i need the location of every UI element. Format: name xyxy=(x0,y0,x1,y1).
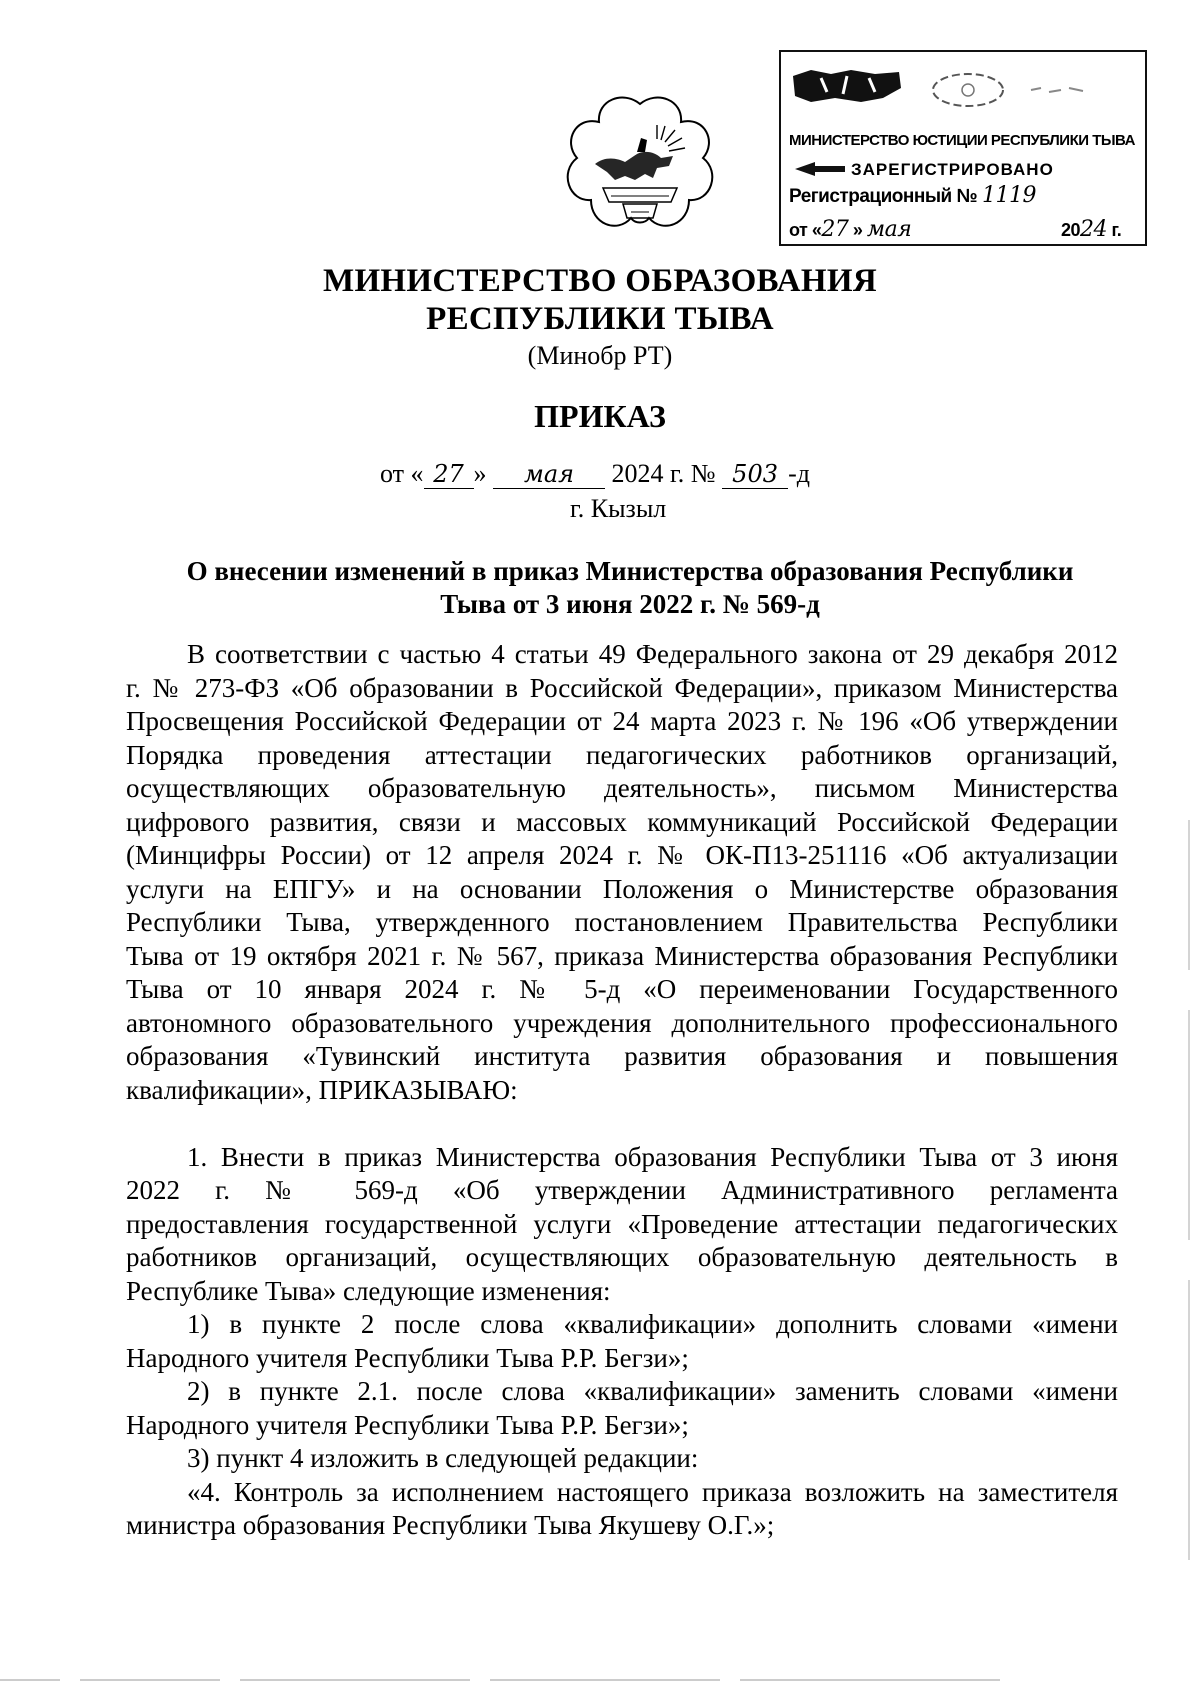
preamble-line: услуги на ЕПГУ» и на основании Положения о Министерстве образования xyxy=(126,874,1118,904)
stamp-reg-number: 1119 xyxy=(981,183,1036,208)
doc-type: ПРИКАЗ xyxy=(534,398,666,434)
stamp-status-label: ЗАРЕГИСТРИРОВАНО xyxy=(851,160,1054,179)
stamp-date-sep: » xyxy=(852,220,863,240)
item1-line: Республике Тыва» следующие изменения: xyxy=(126,1276,611,1306)
org-name-line2: РЕСПУБЛИКИ ТЫВА xyxy=(426,301,774,337)
preamble-line: образования «Тувинский института развития образования и повышения xyxy=(126,1041,1118,1071)
stamp-smudge-icon xyxy=(791,68,903,104)
preamble-line: Тыва от 19 октября 2021 г. № 567, приказа Министерства образования Республики xyxy=(126,941,1118,971)
subitem3-line: 3) пункт 4 изложить в следующей редакции: xyxy=(187,1443,699,1473)
stamp-date-line xyxy=(789,217,1139,242)
stamp-year xyxy=(1061,217,1121,242)
item1-line: предоставления государственной услуги «Проведение аттестации педагогических xyxy=(126,1209,1118,1239)
stamp-reg-label: Регистрационный № xyxy=(789,186,978,207)
preamble-line: квалификации», ПРИКАЗЫВАЮ: xyxy=(126,1075,518,1105)
item1-line: 1. Внести в приказ Министерства образования Республики Тыва от 3 июня xyxy=(187,1142,1118,1172)
preamble-line: г. № 273-ФЗ «Об образовании в Российской Федерации», приказом Министерства xyxy=(126,673,1118,703)
preamble-line: осуществляющих образовательную деятельность», письмом Министерства xyxy=(126,773,1118,803)
stamp-reg-line xyxy=(789,183,1036,208)
stamp-date-prefix: от « xyxy=(789,220,822,240)
subitem2-line: 2) в пункте 2.1. после слова «квалификации» заменить словами «имени xyxy=(187,1376,1118,1406)
item1-line: работников организаций, осуществляющих образовательную деятельность в xyxy=(126,1242,1118,1272)
order-date-line xyxy=(380,459,810,489)
order-title-line1: О внесении изменений в приказ Министерства образования Республики xyxy=(186,556,1074,586)
preamble-line: Порядка проведения аттестации педагогических работников организаций, xyxy=(126,740,1118,770)
order-year: 2024 г. № xyxy=(611,459,716,488)
stamp-ministry-label: МИНИСТЕРСТВО ЮСТИЦИИ РЕСПУБЛИКИ ТЫВА xyxy=(789,132,1135,149)
preamble-line: Тыва от 10 января 2024 г. № 5-д «О переименовании Государственного xyxy=(126,974,1118,1004)
quote-line: министра образования Республики Тыва Якушеву О.Г.»; xyxy=(126,1510,775,1540)
preamble-line: автономного образовательного учреждения дополнительного профессионального xyxy=(126,1008,1118,1038)
order-month: мая xyxy=(493,460,605,489)
order-title xyxy=(140,555,1120,621)
preamble-line: Республики Тыва, утвержденного постановлением Правительства Республики xyxy=(126,907,1118,937)
stamp-faint-marks-icon xyxy=(1027,82,1087,98)
preamble-line: В соответствии с частью 4 статьи 49 Федерального закона от 29 декабря 2012 xyxy=(187,639,1118,669)
registration-stamp xyxy=(779,50,1147,246)
order-city: г. Кызыл xyxy=(570,494,667,523)
scan-edge-line xyxy=(0,1676,1200,1684)
subitem2-line: Народного учителя Республики Тыва Р.Р. Бегзи»; xyxy=(126,1410,689,1440)
stamp-year-suffix: 24 xyxy=(1080,217,1108,242)
quote-line: «4. Контроль за исполнением настоящего приказа возложить на заместителя xyxy=(187,1477,1118,1507)
stamp-year-prefix: 20 xyxy=(1061,220,1081,240)
org-short-name: (Минобр РТ) xyxy=(527,341,673,370)
stamp-arrow-icon xyxy=(793,160,847,178)
stamp-year-end: г. xyxy=(1111,220,1122,240)
preamble-line: Просвещения Российской Федерации от 24 марта 2023 г. № 196 «Об утверждении xyxy=(126,706,1118,736)
preamble-line: цифрового развития, связи и массовых коммуникаций Российской Федерации xyxy=(126,807,1118,837)
subitem1-line: Народного учителя Республики Тыва Р.Р. Бегзи»; xyxy=(126,1343,689,1373)
order-title-line2: Тыва от 3 июня 2022 г. № 569-д xyxy=(440,589,820,619)
tuva-emblem-icon xyxy=(565,92,715,262)
scan-side-line xyxy=(1186,820,1192,1560)
order-number: 503 xyxy=(722,460,788,489)
stamp-date-day: 27 xyxy=(821,217,849,242)
preamble-line: (Минцифры России) от 12 апреля 2024 г. № ОК-П13-251116 «Об актуализации xyxy=(126,840,1118,870)
order-day: 27 xyxy=(424,460,474,489)
order-date-prefix: от « xyxy=(380,459,424,488)
item1-line: 2022 г. № 569-д «Об утверждении Административного регламента xyxy=(126,1175,1118,1205)
subitem1-line: 1) в пункте 2 после слова «квалификации» дополнить словами «имени xyxy=(187,1309,1118,1339)
org-name-line1: МИНИСТЕРСТВО ОБРАЗОВАНИЯ xyxy=(323,263,877,299)
order-number-suffix: -д xyxy=(788,459,810,488)
stamp-seal-icon xyxy=(929,70,1007,110)
order-date-mid: » xyxy=(473,459,487,488)
stamp-date-month: мая xyxy=(866,217,912,242)
